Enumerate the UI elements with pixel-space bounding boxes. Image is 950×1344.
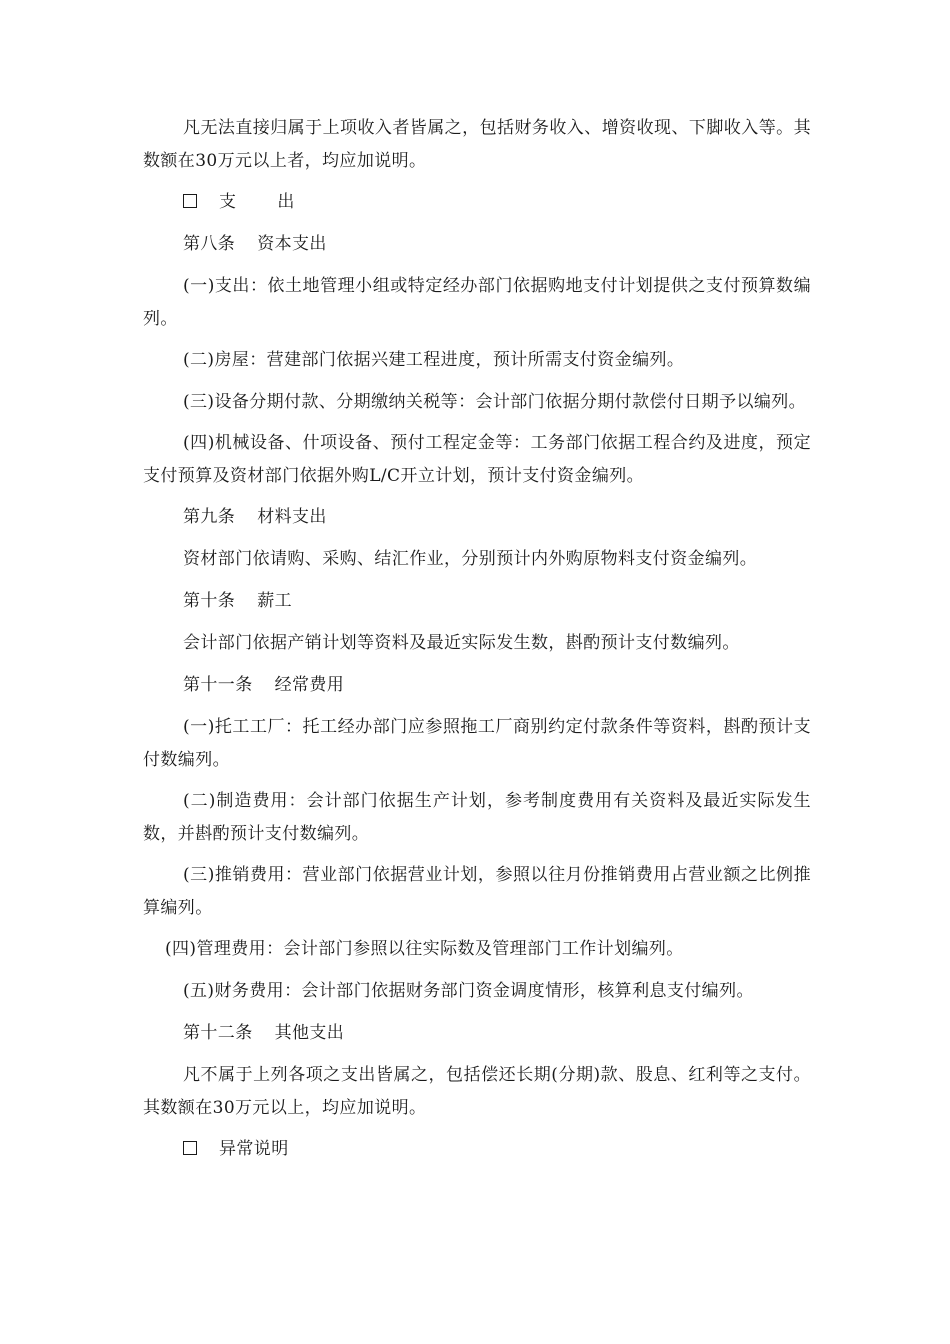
section-expense [143, 186, 811, 219]
paragraph-11-2: (二)制造费用：会计部门依据生产计划，参考制度费用有关资料及最近实际发生数，并斟酌预计支付数编列。 [143, 791, 811, 844]
article-10-heading [143, 585, 811, 618]
article-title: 薪工 [257, 591, 293, 611]
paragraph-8-2: (二)房屋：营建部门依据兴建工程进度，预计所需支付资金编列。 [183, 350, 685, 370]
section-anomaly [143, 1133, 811, 1166]
paragraph-other-income: 凡无法直接归属于上项收入者皆属之，包括财务收入、增资收现、下脚收入等。其数额在30万元以上者，均应加说明。 [143, 118, 811, 171]
section-title: 异常说明 [219, 1139, 289, 1159]
paragraph-9: 资材部门依请购、采购、结汇作业，分别预计内外购原物料支付资金编列。 [183, 549, 758, 569]
paragraph-12: 凡不属于上列各项之支出皆属之，包括偿还长期(分期)款、股息、红利等之支付。其数额在30万元以上，均应加说明。 [143, 1065, 811, 1118]
paragraph-8-3: (三)设备分期付款、分期缴纳关税等：会计部门依据分期付款偿付日期予以编列。 [183, 392, 807, 412]
article-title: 经常费用 [274, 675, 345, 695]
paragraph-11-1: (一)托工工厂：托工经办部门应参照拖工厂商别约定付款条件等资料，斟酌预计支付数编列。 [143, 717, 811, 770]
article-number: 第十二条 [183, 1023, 253, 1043]
article-title: 材料支出 [257, 507, 327, 527]
article-title: 其他支出 [274, 1023, 345, 1043]
checkbox-icon [183, 1141, 197, 1155]
article-number: 第十一条 [183, 675, 253, 695]
paragraph-11-4: (四)管理费用：会计部门参照以往实际数及管理部门工作计划编列。 [165, 939, 684, 959]
paragraph-11-3: (三)推销费用：营业部门依据营业计划，参照以往月份推销费用占营业额之比例推算编列。 [143, 865, 811, 918]
paragraph-8-1: (一)支出：依土地管理小组或特定经办部门依据购地支付计划提供之支付预算数编列。 [143, 276, 811, 329]
article-number: 第九条 [183, 507, 236, 527]
paragraph-8-4: (四)机械设备、什项设备、预付工程定金等：工务部门依据工程合约及进度，预定支付预算及资材部门依据外购L/C开立计划，预计支付资金编列。 [143, 433, 811, 486]
article-12-heading [143, 1017, 811, 1050]
article-11-heading [143, 669, 811, 702]
article-number: 第十条 [183, 591, 236, 611]
article-9-heading [143, 501, 811, 534]
document-page [143, 112, 811, 1175]
article-title: 资本支出 [257, 234, 327, 254]
checkbox-icon [183, 194, 197, 208]
paragraph-10: 会计部门依据产销计划等资料及最近实际发生数，斟酌预计支付数编列。 [183, 633, 740, 653]
section-title: 支 出 [219, 192, 313, 212]
article-number: 第八条 [183, 234, 236, 254]
article-8-heading [143, 228, 811, 261]
paragraph-11-5: (五)财务费用：会计部门依据财务部门资金调度情形，核算利息支付编列。 [183, 981, 754, 1001]
